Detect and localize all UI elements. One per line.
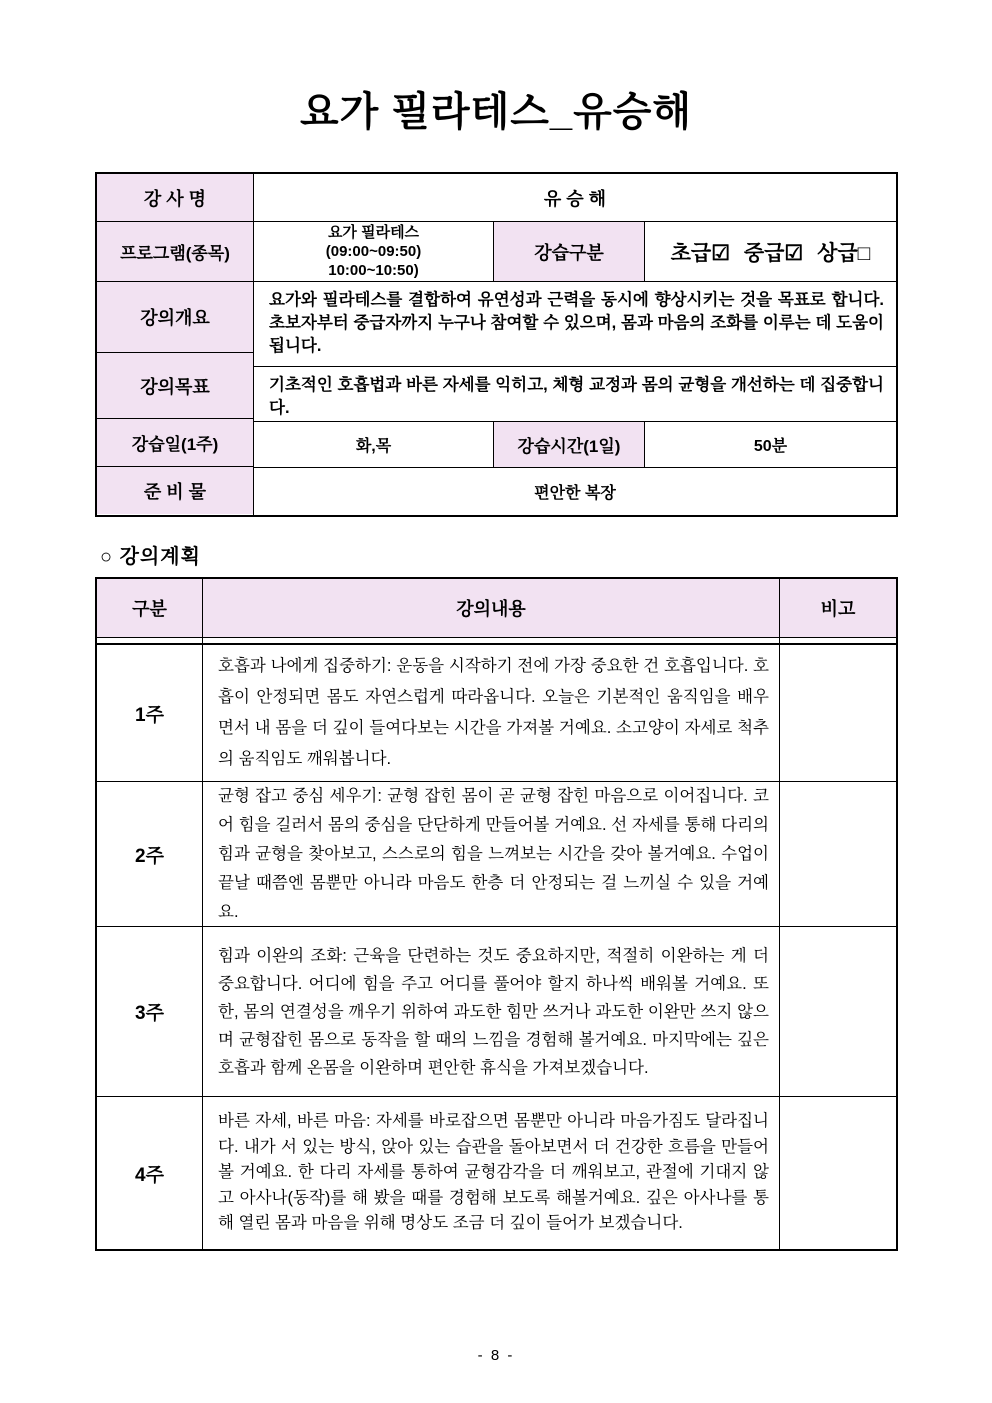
week-3-content: 힘과 이완의 조화: 근육을 단련하는 것도 중요하지만, 적절히 이완하는 게 더 중요합니다. 어디에 힘을 주고 어디를 풀어야 할지 하나씩 배워볼 거예요. 또한, 몸의 연결성을 깨우기 위하여 과도한 힘만 쓰거나 과도한 이완만 쓰지 않으며 균형잡힌 몸으로 동작을 할 때의 느낌을 경험해 볼거예요. 마지막에는 깊은 호흡과 함께 온몸을 이완하며 편안한 휴식을 가져보겠습니다.	[203, 927, 780, 1096]
course-info-value-column	[254, 174, 896, 515]
plan-section-title: ○ 강의계획	[100, 546, 201, 568]
objective-value: 기초적인 호흡법과 바른 자세를 익히고, 체형 교정과 몸의 균형을 개선하는 데 집중합니다.	[254, 367, 896, 422]
program-time-2: 10:00~10:50)	[328, 262, 419, 279]
instructor-label: 강 사 명	[97, 174, 253, 222]
week-4-label: 4주	[97, 1097, 203, 1249]
supplies-label: 준 비 물	[97, 467, 253, 514]
objective-label: 강의목표	[97, 353, 253, 419]
program-row	[254, 222, 896, 282]
page-number: - 8 -	[477, 1347, 515, 1364]
plan-header-note: 비고	[820, 599, 856, 619]
week-1-content: 호흡과 나에게 집중하기: 운동을 시작하기 전에 가장 중요한 건 호흡입니다. 호흡이 안정되면 몸도 자연스럽게 따라옵니다. 오늘은 기본적인 움직임을 배우면서 내 몸을 더 깊이 들여다보는 시간을 가져볼 거예요. 소고양이 자세로 척추의 움직임도 깨워봅니다.	[203, 645, 780, 781]
supplies-value: 편안한 복장	[534, 485, 616, 502]
plan-header-row	[97, 579, 896, 638]
time-label: 강습시간(1일)	[494, 422, 645, 467]
week-3-label: 3주	[97, 927, 203, 1096]
overview-value: 요가와 필라테스를 결합하여 유연성과 근력을 동시에 향상시키는 것을 목표로 합니다. 초보자부터 중급자까지 누구나 참여할 수 있으며, 몸과 마음의 조화를 이루는 데 도움이 됩니다.	[254, 282, 896, 367]
time-value: 50분	[753, 438, 788, 455]
week-2-content: 균형 잡고 중심 세우기: 균형 잡힌 몸이 곧 균형 잡힌 마음으로 이어집니다. 코어 힘을 길러서 몸의 중심을 단단하게 만들어볼 거예요. 선 자세를 통해 다리의 힘과 균형을 찾아보고, 스스로의 힘을 느껴보는 시간을 갖아 볼거예요. 수업이 끝날 때쯤엔 몸뿐만 아니라 마음도 한층 더 안정되는 걸 느끼실 수 있을 거예요.	[203, 782, 780, 926]
class-type-checkboxes: 초급☑ 중급☑ 상급□	[670, 241, 871, 265]
course-info-table	[95, 172, 898, 517]
plan-header-content: 강의내용	[203, 579, 780, 637]
program-name: 요가 필라테스	[327, 224, 420, 241]
week-4-note	[780, 1097, 896, 1249]
week-1-note	[780, 645, 896, 781]
week-1-label: 1주	[97, 645, 203, 781]
table-row	[97, 645, 896, 782]
lecture-plan-table	[95, 577, 898, 1251]
instructor-value: 유 승 해	[254, 174, 896, 222]
week-2-note	[780, 782, 896, 926]
week-3-note	[780, 927, 896, 1096]
plan-header-divider	[97, 638, 896, 645]
plan-header-week: 구분	[97, 579, 203, 637]
program-value	[254, 222, 494, 281]
program-time-1: (09:00~09:50)	[325, 243, 422, 260]
days-value: 화,목	[254, 422, 494, 467]
schedule-row	[254, 422, 896, 468]
table-row	[97, 1097, 896, 1249]
program-label: 프로그램(종목)	[97, 222, 253, 282]
week-4-content: 바른 자세, 바른 마음: 자세를 바로잡으면 몸뿐만 아니라 마음가짐도 달라집니다. 내가 서 있는 방식, 앉아 있는 습관을 돌아보면서 더 건강한 흐름을 만들어볼 거예요. 한 다리 자세를 통하여 균형감각을 더 깨워보고, 관절에 기대지 않고 아사나(동작)를 해 봤을 때를 경험해 보도록 해볼거예요. 깊은 아사나를 통해 열린 몸과 마음을 위해 명상도 조금 더 깊이 들어가 보겠습니다.	[203, 1097, 780, 1249]
week-2-label: 2주	[97, 782, 203, 926]
class-type-label: 강습구분	[494, 222, 645, 281]
course-info-label-column	[97, 174, 254, 515]
table-row	[97, 927, 896, 1097]
days-label: 강습일(1주)	[97, 419, 253, 467]
overview-label: 강의개요	[97, 282, 253, 353]
document-title: 요가 필라테스_유승해	[299, 90, 693, 134]
table-row	[97, 782, 896, 927]
